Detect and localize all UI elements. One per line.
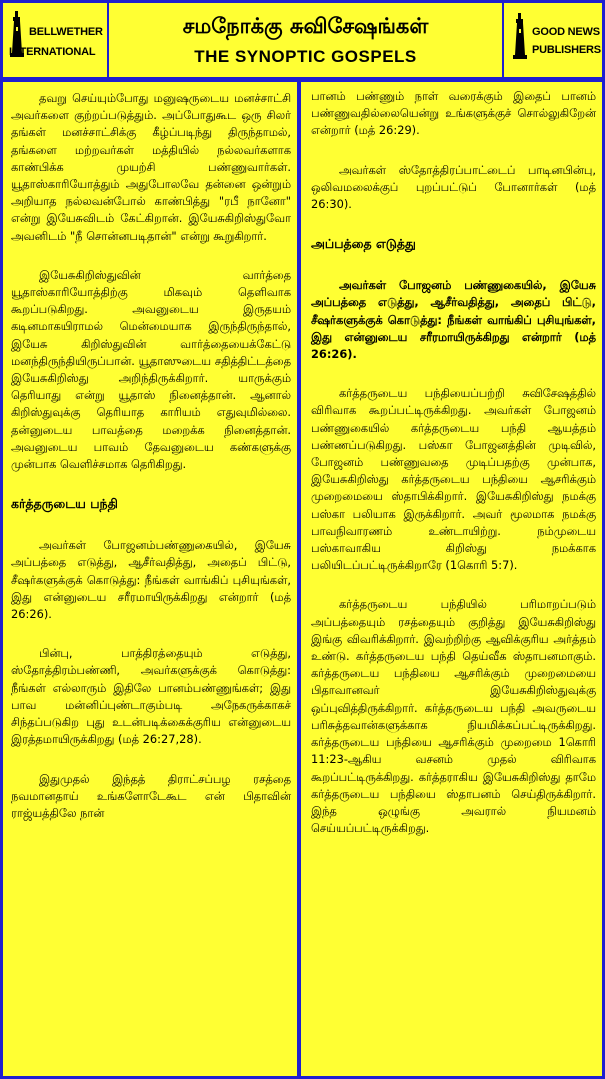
title-block <box>111 3 500 77</box>
left-column <box>3 82 297 1076</box>
scripture-quote: அவர்கள் போஜனம் பண்ணுகையில், இயேசு அப்பத்தை எடுத்து, ஆசீர்வதித்து, அதைப் பிட்டு, சீஷர்களுக்குக் கொடுத்து: நீங்கள் வாங்கிப் புசியுங்கள், இது என்னுடைய சரீரமாயிருக்கிறது என்றார் (மத் 26:26). <box>311 278 596 362</box>
paragraph: கர்த்தருடைய பந்தியில் பரிமாறப்படும் அப்பத்தையும் ரசத்தையும் குறித்து இயேசுகிறிஸ்து இங்கு விவரிக்கிறார். இவற்றிற்கு ஆவிக்குரிய அர்த்தம் உண்டு. கர்த்தருடைய பந்தி தெய்வீக ஸ்தாபனமாகும். கர்த்தருடைய பந்தியை ஆசரிக்கும் முறைமையை பிதாவானவர் இயேசுகிறிஸ்துவுக்கு ஒப்புவித்திருக்கிறார். கர்த்தருடைய பந்தி அவருடைய பரிசுத்தவான்களுக்காக நியமிக்கப்பட்டிருக்கிறது. கர்த்தருடைய பந்தியை ஆசரிக்கும் முறைமை 1கொரி 11:23-ஆகிய வசனம் முதல் விரிவாக கூறப்பட்டிருக்கிறது. கர்த்தராகிய இயேசுகிறிஸ்து தாமே கர்த்தருடைய பந்தியை ஸ்தாபனம் செய்திருக்கிறார். இந்த ஒழுங்கு அவரால் நியமனம் செய்யப்பட்டிருக்கிறது. <box>311 597 596 836</box>
section-heading: கர்த்தருடைய பந்தி <box>11 496 118 512</box>
header-banner <box>3 3 602 77</box>
section-heading: அப்பத்தை எடுத்து <box>311 236 416 252</box>
bellwether-line2: INTERNATIONAL <box>9 46 96 58</box>
paragraph: பானம் பண்ணும் நாள் வரைக்கும் இதைப் பானம் பண்ணுவதில்லையென்று உங்களுக்குச் சொல்லுகிறேன் என்றார் (மத் 26:29). <box>311 89 596 138</box>
page-title-english: THE SYNOPTIC GOSPELS <box>194 47 417 66</box>
paragraph: இயேசுகிறிஸ்துவின் வார்த்தை யூதாஸ்காரியோத்திற்கு மிகவும் தெளிவாக கூறப்படுகிறது. அவனுடைய இருதயம் கடினமாகயிராமல் மென்மையாக இருந்திருந்தால், இயேசு கிறிஸ்துவின் வார்த்தையைக்கேட்டு மனந்திருந்தியிருப்பான். யூதாஸுடைய சதித்திட்டத்தை இயேசுகிறிஸ்து அறிந்திருக்கிறார். யாருக்கும் தெரியாது என்று யூதாஸ் நினைத்தான். ஆனால் கிறிஸ்துவுக்கு தெரியாத காரியம் எதுவுமில்லை. தன்னுடைய பாவத்தை மறைக்க நினைத்தான். அவனுடைய பாவம் தேவனுடைய கண்களுக்கு முன்பாக வெளிச்சமாக தெரிகிறது. <box>11 267 291 472</box>
paragraph: அவர்கள் ஸ்தோத்திரப்பாட்டைப் பாடினபின்பு, ஒலிவமலைக்குப் புறப்பட்டுப் போனார்கள் (மத் 26:30). <box>311 162 596 212</box>
tower-icon <box>512 13 528 61</box>
good-news-logo <box>502 3 602 77</box>
paragraph: தவறு செய்யும்போது மனுஷருடைய மனச்சாட்சி அவர்களை குற்றப்படுத்தும். அப்போதுகூட ஒரு சிலர் தங்கள் மனச்சாட்சிக்கு கீழ்ப்படிந்து திருந்தாமல், தங்களை மற்றவர்கள் மத்தியில் நல்லவர்களாக காண்பிக்க முயற்சி பண்ணுவார்கள். யூதாஸ்காரியோத்தும் அதுபோலவே தன்னை ஒன்றும் அறியாத நல்லவன்போல் காண்பித்து "ரபீ நானோ" என்று இயேசுவிடம் கேட்கிறான். இயேசுகிறிஸ்துவோ அவனிடம் "நீ சொன்னபடிதான்" என்று கூறுகிறார். <box>11 91 291 243</box>
page-title-tamil: சமநோக்கு சுவிசேஷங்கள் <box>182 14 429 38</box>
right-column <box>301 82 602 1076</box>
paragraph: கர்த்தருடைய பந்தியைப்பற்றி சுவிசேஷத்தில் விரிவாக கூறப்பட்டிருக்கிறது. அவர்கள் போஜனம் பண்ணுகையில் கர்த்தருடைய பந்தி ஆயத்தம் பண்ணப்படுகிறது. பஸ்கா போஜனத்தின் முடிவில், போஜனம் பண்ணுவதை முடிப்பதற்கு முன்பாக, இயேசுகிறிஸ்து கர்த்தருடைய பந்தியை ஆசரிக்கும் முறைமையை ஸ்தாபிக்கிறார். இயேசுகிறிஸ்து நமக்கு பஸ்கா பலியாக இருக்கிறார். அவர் மூலமாக நமக்கு பாவநிவாரணம் உண்டாயிற்று. நம்முடைய பஸ்காவாகிய கிறிஸ்து நமக்காக பலியிடப்பட்டிருக்கிறாரே (1கொரி 5:7). <box>311 386 596 573</box>
good-news-line1: GOOD NEWS <box>532 26 600 38</box>
paragraph: இதுமுதல் இந்தத் திராட்சப்பழ ரசத்தை நவமானதாய் உங்களோடேகூட என் பிதாவின் ராஜ்யத்திலே நான் <box>11 771 291 820</box>
paragraph: அவர்கள் போஜனம்பண்ணுகையில், இயேசு அப்பத்தை எடுத்து, ஆசீர்வதித்து, அதைப் பிட்டு, சீஷர்களுக்குக் கொடுத்து: நீங்கள் வாங்கிப் புசியுங்கள், இது என்னுடைய சரீரமாயிருக்கிறது என்றார் (மத் 26:26). <box>11 538 291 622</box>
bellwether-logo <box>3 3 109 77</box>
good-news-line2: PUBLISHERS <box>532 44 601 56</box>
bellwether-line1: BELLWETHER <box>29 26 103 38</box>
paragraph: பின்பு, பாத்திரத்தையும் எடுத்து, ஸ்தோத்திரம்பண்ணி, அவர்களுக்குக் கொடுத்து: நீங்கள் எல்லாரும் இதிலே பானம்பண்ணுங்கள்; இது பாவ மன்னிப்புண்டாகும்படி அநேகருக்காகச் சிந்தப்படுகிற புது உடன்படிக்கைக்குரிய என்னுடைய இரத்தமாயிருக்கிறது (மத் 26:27,28). <box>11 646 291 747</box>
